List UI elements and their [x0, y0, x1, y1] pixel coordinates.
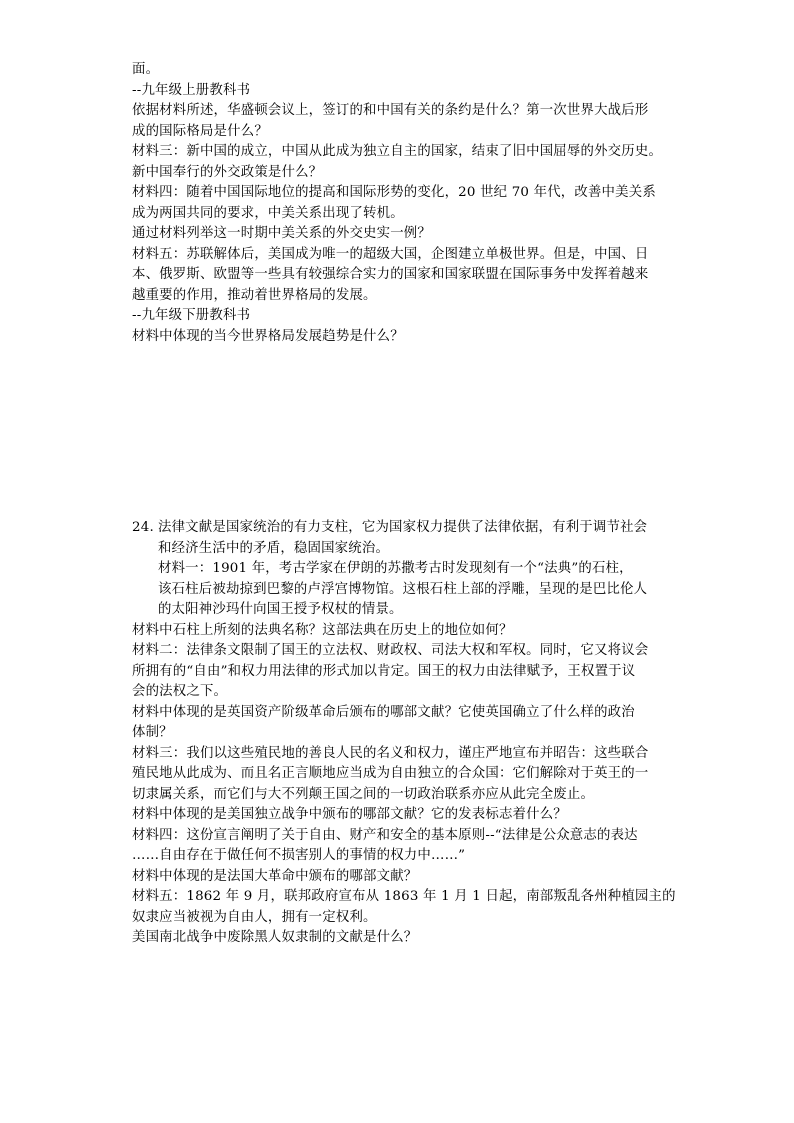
- text-line: 面。: [132, 62, 160, 77]
- question-line: 材料中体现的是法国大革命中颁布的哪部文献？: [132, 868, 418, 884]
- question-line: 新中国奉行的外交政策是什么？: [132, 164, 323, 180]
- source-citation: --九年级上册教科书: [132, 82, 251, 98]
- question-line: 材料中体现的是美国独立战争中颁布的哪部文献？它的发表标志着什么？: [132, 807, 567, 822]
- question-line: 材料中体现的当今世界格局发展趋势是什么？: [132, 328, 404, 344]
- material-four: 成为两国共同的要求，中美关系出现了转机。: [132, 205, 404, 221]
- question-line: 成的国际格局是什么？: [132, 123, 268, 139]
- material-two: 所拥有的“自由”和权力用法律的形式加以肯定。国王的权力由法律赋予，王权置于议: [132, 663, 636, 679]
- question-intro: 和经济生活中的矛盾，稳固国家统治。: [158, 540, 390, 556]
- material-three: 材料三：新中国的成立，中国从此成为独立自主的国家，结束了旧中国屈辱的外交历史。: [132, 144, 663, 159]
- material-four: 材料四：随着中国国际地位的提高和国际形势的变化，20 世纪 70 年代，改善中美关系: [132, 185, 656, 200]
- material-one: 的太阳神沙玛什向国王授予权杖的情景。: [158, 602, 403, 617]
- material-five: 越重要的作用，推动着世界格局的发展。: [132, 287, 377, 303]
- source-citation: --九年级下册教科书: [132, 308, 251, 323]
- material-four: ……自由存在于做任何不损害别人的事情的权力中……”: [132, 848, 466, 863]
- question-line: 体制？: [132, 725, 173, 740]
- question-intro: [132, 518, 660, 539]
- question-24: [132, 518, 676, 949]
- material-one: 该石柱后被劫掠到巴黎的卢浮宫博物馆。这根石柱上部的浮雕，呈现的是巴比伦人: [158, 581, 648, 597]
- question-intro-text: 法律文献是国家统治的有力支柱，它为国家权力提供了法律依据，有利于调节社会: [158, 520, 648, 535]
- question-number: 24.: [132, 520, 154, 535]
- question-line: 材料中石柱上所刻的法典名称？这部法典在历史上的地位如何？: [132, 622, 513, 638]
- question-line: 美国南北战争中废除黑人奴隶制的文献是什么？: [132, 930, 418, 945]
- material-section-continued: [132, 60, 663, 347]
- material-two: 材料二：法律条文限制了国王的立法权、财政权、司法大权和军权。同时，它又将议会: [132, 643, 649, 658]
- material-three: 殖民地从此成为、而且名正言顺地应当成为自由独立的合众国：它们解除对于英王的一: [132, 766, 649, 781]
- material-five: 材料五：1862 年 9 月，联邦政府宣布从 1863 年 1 月 1 日起，南部叛乱各州种植园主的: [132, 889, 676, 904]
- material-one: 材料一：1901 年，考古学家在伊朗的苏撒考古时发现刻有一个“法典”的石柱，: [158, 561, 633, 576]
- question-line: 通过材料列举这一时期中美关系的外交史实一例？: [132, 226, 431, 241]
- material-three: 材料三：我们以这些殖民地的善良人民的名义和权力，谨庄严地宣布并昭告：这些联合: [132, 745, 649, 761]
- material-five: 奴隶应当被视为自由人，拥有一定权利。: [132, 909, 377, 925]
- question-line: 依据材料所述，华盛顿会议上，签订的和中国有关的条约是什么？第一次世界大战后形: [132, 103, 649, 118]
- material-three: 切隶属关系，而它们与大不列颠王国之间的一切政治联系亦应从此完全废止。: [132, 786, 595, 802]
- question-line: 材料中体现的是英国资产阶级革命后颁布的哪部文献？它使英国确立了什么样的政治: [132, 704, 635, 720]
- material-five: 本、俄罗斯、欧盟等一些具有较强综合实力的国家和国家联盟在国际事务中发挥着越来: [132, 267, 649, 282]
- material-four: 材料四：这份宣言阐明了关于自由、财产和安全的基本原则--“法律是公众意志的表达: [132, 827, 638, 843]
- material-two: 会的法权之下。: [132, 684, 228, 699]
- material-five: 材料五：苏联解体后，美国成为唯一的超级大国，企图建立单极世界。但是，中国、日: [132, 246, 649, 262]
